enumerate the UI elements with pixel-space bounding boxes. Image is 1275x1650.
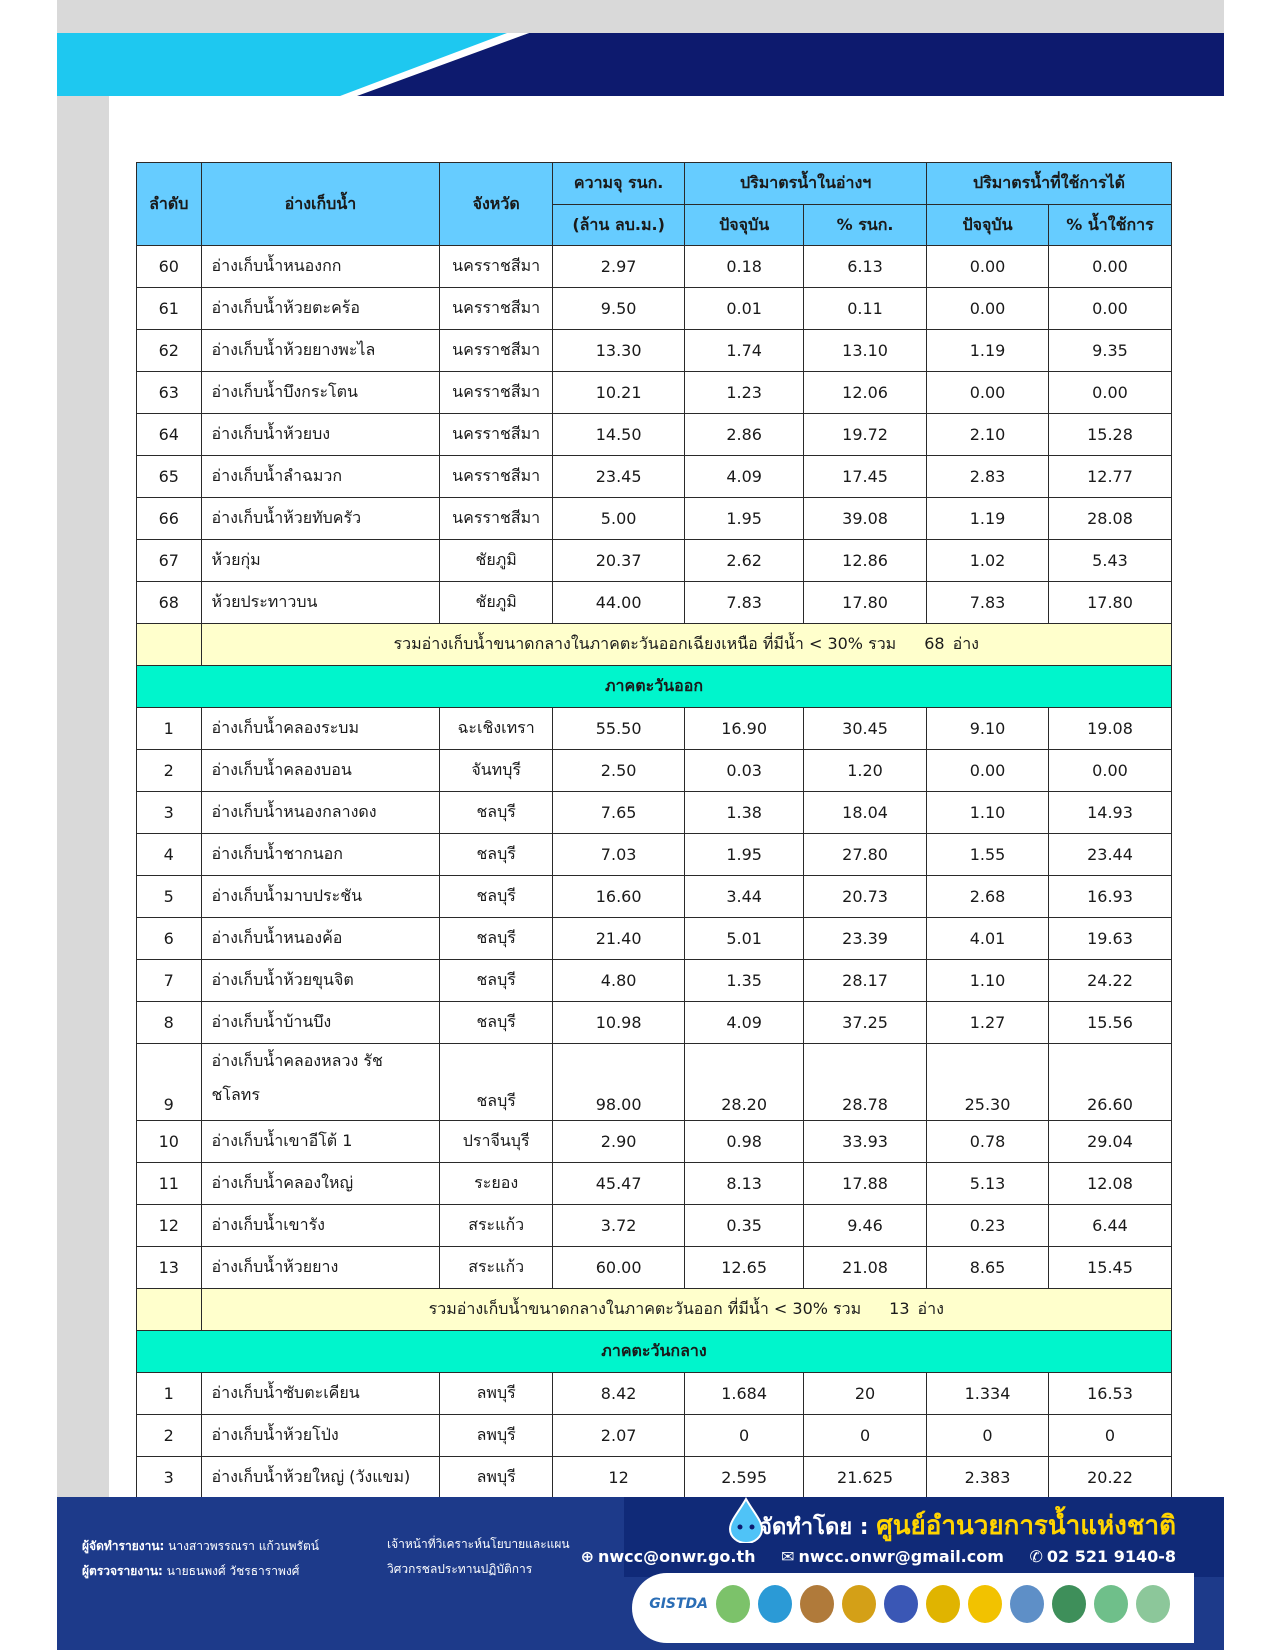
cell-no: 7 bbox=[137, 960, 202, 1002]
gistda-logo: GISTDA bbox=[649, 1596, 708, 1612]
cell-storage: 16.90 bbox=[685, 708, 804, 750]
cell-reservoir: อ่างเก็บน้ำห้วยตะคร้อ bbox=[201, 288, 440, 330]
cell-no: 61 bbox=[137, 288, 202, 330]
cell-storage: 1.35 bbox=[685, 960, 804, 1002]
table-row bbox=[137, 372, 1172, 414]
header-no: ลำดับ bbox=[137, 163, 202, 246]
cell-province: ชลบุรี bbox=[440, 1002, 553, 1044]
cell-province: นครราชสีมา bbox=[440, 288, 553, 330]
cell-province: ชลบุรี bbox=[440, 876, 553, 918]
cell-storage: 0.18 bbox=[685, 246, 804, 288]
cell-storage-pct: 21.08 bbox=[804, 1247, 927, 1289]
table-row bbox=[137, 708, 1172, 750]
table-row bbox=[137, 1205, 1172, 1247]
table-row bbox=[137, 1121, 1172, 1163]
cell-storage: 1.95 bbox=[685, 834, 804, 876]
cell-province: ฉะเชิงเทรา bbox=[440, 708, 553, 750]
header-province: จังหวัด bbox=[440, 163, 553, 246]
cell-province: ลพบุรี bbox=[440, 1415, 553, 1457]
globe-icon: ⊕ bbox=[580, 1547, 594, 1566]
partner-logo-icon bbox=[842, 1585, 876, 1623]
cell-storage-pct: 17.88 bbox=[804, 1163, 927, 1205]
cell-no: 8 bbox=[137, 1002, 202, 1044]
cell-usable-pct: 16.53 bbox=[1048, 1373, 1171, 1415]
cell-reservoir bbox=[201, 1044, 440, 1121]
cell-storage-pct: 28.17 bbox=[804, 960, 927, 1002]
summary-text: รวมอ่างเก็บน้ำขนาดกลางในภาคตะวันออกเฉียงเหนือ ที่มีน้ำ < 30% รวม bbox=[393, 634, 897, 653]
cell-storage: 1.23 bbox=[685, 372, 804, 414]
cell-storage: 2.595 bbox=[685, 1457, 804, 1499]
cell-capacity: 55.50 bbox=[553, 708, 685, 750]
cell-reservoir: อ่างเก็บน้ำเขารัง bbox=[201, 1205, 440, 1247]
cell-usable: 7.83 bbox=[927, 582, 1049, 624]
reservoir-table bbox=[136, 162, 1172, 1499]
cell-storage-pct: 23.39 bbox=[804, 918, 927, 960]
table-header-row bbox=[137, 163, 1172, 205]
table-row bbox=[137, 1044, 1172, 1121]
cell-province: จันทบุรี bbox=[440, 750, 553, 792]
header-usable-group: ปริมาตรน้ำที่ใช้การได้ bbox=[927, 163, 1172, 205]
cell-usable: 2.10 bbox=[927, 414, 1049, 456]
cell-reservoir-line1: อ่างเก็บน้ำคลองหลวง รัช bbox=[211, 1051, 383, 1070]
cell-capacity: 60.00 bbox=[553, 1247, 685, 1289]
summary-cell bbox=[201, 624, 1171, 666]
cell-no: 60 bbox=[137, 246, 202, 288]
cell-storage-pct: 27.80 bbox=[804, 834, 927, 876]
cell-province: ชัยภูมิ bbox=[440, 540, 553, 582]
cell-no: 3 bbox=[137, 1457, 202, 1499]
summary-blank-cell bbox=[137, 624, 202, 666]
cell-usable-pct: 26.60 bbox=[1048, 1044, 1171, 1121]
table-row bbox=[137, 1002, 1172, 1044]
cell-no: 5 bbox=[137, 876, 202, 918]
cell-province: นครราชสีมา bbox=[440, 498, 553, 540]
cell-reservoir: อ่างเก็บน้ำคลองระบม bbox=[201, 708, 440, 750]
cell-reservoir: อ่างเก็บน้ำห้วยขุนจิต bbox=[201, 960, 440, 1002]
mail-icon: ✉ bbox=[781, 1547, 795, 1566]
cell-usable: 5.13 bbox=[927, 1163, 1049, 1205]
cell-usable: 1.19 bbox=[927, 498, 1049, 540]
cell-usable-pct: 9.35 bbox=[1048, 330, 1171, 372]
cell-usable-pct: 28.08 bbox=[1048, 498, 1171, 540]
left-gray-margin bbox=[57, 33, 109, 1650]
cell-usable-pct: 15.45 bbox=[1048, 1247, 1171, 1289]
cell-usable-pct: 16.93 bbox=[1048, 876, 1171, 918]
cell-usable-pct: 0.00 bbox=[1048, 372, 1171, 414]
cell-usable: 2.68 bbox=[927, 876, 1049, 918]
cell-usable: 0.23 bbox=[927, 1205, 1049, 1247]
cell-no: 3 bbox=[137, 792, 202, 834]
cell-usable: 8.65 bbox=[927, 1247, 1049, 1289]
table-row bbox=[137, 876, 1172, 918]
cell-no: 1 bbox=[137, 1373, 202, 1415]
cell-storage: 3.44 bbox=[685, 876, 804, 918]
cell-reservoir: อ่างเก็บน้ำซับตะเคียน bbox=[201, 1373, 440, 1415]
cell-capacity: 8.42 bbox=[553, 1373, 685, 1415]
cell-province: ลพบุรี bbox=[440, 1373, 553, 1415]
cell-no: 9 bbox=[137, 1044, 202, 1121]
partner-logo-icon bbox=[1136, 1585, 1170, 1623]
cell-capacity: 4.80 bbox=[553, 960, 685, 1002]
cell-usable: 1.10 bbox=[927, 960, 1049, 1002]
summary-unit: อ่าง bbox=[917, 1299, 944, 1318]
cell-reservoir: อ่างเก็บน้ำหนองค้อ bbox=[201, 918, 440, 960]
cell-storage-pct: 37.25 bbox=[804, 1002, 927, 1044]
cell-usable: 2.83 bbox=[927, 456, 1049, 498]
table-row bbox=[137, 330, 1172, 372]
cell-usable-pct: 15.56 bbox=[1048, 1002, 1171, 1044]
cell-storage-pct: 20.73 bbox=[804, 876, 927, 918]
cell-no: 68 bbox=[137, 582, 202, 624]
cell-reservoir: อ่างเก็บน้ำหนองกก bbox=[201, 246, 440, 288]
partner-logo-icon bbox=[716, 1585, 750, 1623]
cell-reservoir: อ่างเก็บน้ำบึงกระโตน bbox=[201, 372, 440, 414]
checker-name: นายธนพงศ์ วัชรธาราพงศ์ bbox=[166, 1564, 300, 1578]
cell-no: 11 bbox=[137, 1163, 202, 1205]
cell-capacity: 45.47 bbox=[553, 1163, 685, 1205]
cell-storage-pct: 0 bbox=[804, 1415, 927, 1457]
cell-storage: 0.03 bbox=[685, 750, 804, 792]
cell-reservoir: อ่างเก็บน้ำคลองบอน bbox=[201, 750, 440, 792]
cell-usable-pct: 6.44 bbox=[1048, 1205, 1171, 1247]
cell-province: สระแก้ว bbox=[440, 1205, 553, 1247]
header-usable-current: ปัจจุบัน bbox=[927, 205, 1049, 246]
summary-count: 68 bbox=[924, 634, 945, 653]
cell-reservoir: อ่างเก็บน้ำคลองใหญ่ bbox=[201, 1163, 440, 1205]
cell-province: นครราชสีมา bbox=[440, 414, 553, 456]
cell-no: 2 bbox=[137, 1415, 202, 1457]
cell-usable-pct: 12.08 bbox=[1048, 1163, 1171, 1205]
cell-province: ปราจีนบุรี bbox=[440, 1121, 553, 1163]
cell-capacity: 7.03 bbox=[553, 834, 685, 876]
summary-row-northeast bbox=[137, 624, 1172, 666]
contact-line bbox=[561, 1547, 1176, 1566]
cell-province: นครราชสีมา bbox=[440, 372, 553, 414]
table-row bbox=[137, 1415, 1172, 1457]
table-row bbox=[137, 414, 1172, 456]
cell-reservoir: อ่างเก็บน้ำหนองกลางดง bbox=[201, 792, 440, 834]
cell-usable: 0.00 bbox=[927, 372, 1049, 414]
cell-reservoir: อ่างเก็บน้ำบ้านบึง bbox=[201, 1002, 440, 1044]
cell-no: 67 bbox=[137, 540, 202, 582]
cell-usable-pct: 29.04 bbox=[1048, 1121, 1171, 1163]
cell-usable-pct: 15.28 bbox=[1048, 414, 1171, 456]
cell-no: 12 bbox=[137, 1205, 202, 1247]
cell-usable-pct: 24.22 bbox=[1048, 960, 1171, 1002]
cell-usable: 1.55 bbox=[927, 834, 1049, 876]
cell-province: ชลบุรี bbox=[440, 960, 553, 1002]
cell-no: 64 bbox=[137, 414, 202, 456]
cell-capacity: 2.97 bbox=[553, 246, 685, 288]
top-gray-strip bbox=[57, 0, 1224, 33]
cell-no: 65 bbox=[137, 456, 202, 498]
cell-usable-pct: 12.77 bbox=[1048, 456, 1171, 498]
cell-province: นครราชสีมา bbox=[440, 330, 553, 372]
cell-no: 13 bbox=[137, 1247, 202, 1289]
org-name: ศูนย์อำนวยการน้ำแห่งชาติ bbox=[876, 1511, 1176, 1541]
cell-province: ชลบุรี bbox=[440, 918, 553, 960]
partner-logo-icon bbox=[758, 1585, 792, 1623]
cell-storage: 4.09 bbox=[685, 1002, 804, 1044]
cell-reservoir: ห้วยกุ่ม bbox=[201, 540, 440, 582]
cell-reservoir: อ่างเก็บน้ำมาบประชัน bbox=[201, 876, 440, 918]
header-reservoir: อ่างเก็บน้ำ bbox=[201, 163, 440, 246]
checker-label: ผู้ตรวจรายงาน: bbox=[82, 1564, 163, 1578]
table-row bbox=[137, 246, 1172, 288]
cell-storage-pct: 28.78 bbox=[804, 1044, 927, 1121]
table-row bbox=[137, 750, 1172, 792]
cell-capacity: 21.40 bbox=[553, 918, 685, 960]
phone-icon: ✆ bbox=[1029, 1547, 1043, 1566]
cell-province: ชลบุรี bbox=[440, 792, 553, 834]
cell-storage-pct: 33.93 bbox=[804, 1121, 927, 1163]
partner-logo-icon bbox=[1052, 1585, 1086, 1623]
cell-usable-pct: 0 bbox=[1048, 1415, 1171, 1457]
cell-no: 4 bbox=[137, 834, 202, 876]
cell-reservoir: อ่างเก็บน้ำชากนอก bbox=[201, 834, 440, 876]
summary-blank-cell bbox=[137, 1289, 202, 1331]
cell-reservoir: อ่างเก็บน้ำห้วยยางพะไล bbox=[201, 330, 440, 372]
cell-province: ลพบุรี bbox=[440, 1457, 553, 1499]
cell-capacity: 10.21 bbox=[553, 372, 685, 414]
cell-storage: 4.09 bbox=[685, 456, 804, 498]
table-row bbox=[137, 960, 1172, 1002]
cell-usable-pct: 5.43 bbox=[1048, 540, 1171, 582]
org-title bbox=[759, 1505, 1176, 1546]
cell-capacity: 16.60 bbox=[553, 876, 685, 918]
cell-capacity: 10.98 bbox=[553, 1002, 685, 1044]
cell-no: 66 bbox=[137, 498, 202, 540]
cell-storage-pct: 13.10 bbox=[804, 330, 927, 372]
partner-logos bbox=[649, 1585, 1170, 1623]
cell-reservoir-line2: ชโลทร bbox=[211, 1085, 260, 1104]
table-row bbox=[137, 792, 1172, 834]
cell-storage: 0.35 bbox=[685, 1205, 804, 1247]
cell-storage: 2.62 bbox=[685, 540, 804, 582]
header-storage-group: ปริมาตรน้ำในอ่างฯ bbox=[685, 163, 927, 205]
phone-number: 02 521 9140-8 bbox=[1046, 1547, 1176, 1566]
cell-usable-pct: 20.22 bbox=[1048, 1457, 1171, 1499]
header-banner bbox=[57, 33, 1224, 96]
cell-no: 63 bbox=[137, 372, 202, 414]
cell-reservoir: อ่างเก็บน้ำห้วยยาง bbox=[201, 1247, 440, 1289]
cell-capacity: 14.50 bbox=[553, 414, 685, 456]
cell-storage: 0.01 bbox=[685, 288, 804, 330]
cell-no: 6 bbox=[137, 918, 202, 960]
cell-reservoir: อ่างเก็บน้ำห้วยใหญ่ (วังแขม) bbox=[201, 1457, 440, 1499]
cell-storage: 0.98 bbox=[685, 1121, 804, 1163]
checker-line bbox=[82, 1562, 299, 1581]
cell-no: 1 bbox=[137, 708, 202, 750]
cell-usable-pct: 0.00 bbox=[1048, 750, 1171, 792]
cell-storage-pct: 18.04 bbox=[804, 792, 927, 834]
cell-capacity: 13.30 bbox=[553, 330, 685, 372]
reporter-label: ผู้จัดทำรายงาน: bbox=[82, 1539, 165, 1553]
table-row bbox=[137, 1457, 1172, 1499]
cell-usable: 1.02 bbox=[927, 540, 1049, 582]
website-link[interactable]: nwcc@onwr.go.th bbox=[597, 1547, 756, 1566]
cell-usable: 9.10 bbox=[927, 708, 1049, 750]
cell-capacity: 44.00 bbox=[553, 582, 685, 624]
cell-usable-pct: 23.44 bbox=[1048, 834, 1171, 876]
cell-storage: 5.01 bbox=[685, 918, 804, 960]
table-row bbox=[137, 540, 1172, 582]
cell-reservoir: อ่างเก็บน้ำห้วยบง bbox=[201, 414, 440, 456]
section-row-east bbox=[137, 666, 1172, 708]
section-title: ภาคตะวันกลาง bbox=[137, 1331, 1172, 1373]
cell-no: 10 bbox=[137, 1121, 202, 1163]
table-row bbox=[137, 834, 1172, 876]
cell-capacity: 23.45 bbox=[553, 456, 685, 498]
cell-storage-pct: 9.46 bbox=[804, 1205, 927, 1247]
cell-no: 2 bbox=[137, 750, 202, 792]
cell-usable: 4.01 bbox=[927, 918, 1049, 960]
cell-usable: 1.19 bbox=[927, 330, 1049, 372]
cell-storage: 1.38 bbox=[685, 792, 804, 834]
cell-province: นครราชสีมา bbox=[440, 246, 553, 288]
cell-usable-pct: 19.08 bbox=[1048, 708, 1171, 750]
cell-usable: 0.00 bbox=[927, 750, 1049, 792]
cell-capacity: 3.72 bbox=[553, 1205, 685, 1247]
cell-reservoir: อ่างเก็บน้ำห้วยโป่ง bbox=[201, 1415, 440, 1457]
reporter-role: เจ้าหน้าที่วิเคราะห์นโยบายและแผน bbox=[387, 1537, 570, 1551]
cell-usable: 0.00 bbox=[927, 246, 1049, 288]
cell-storage-pct: 39.08 bbox=[804, 498, 927, 540]
cell-province: ชัยภูมิ bbox=[440, 582, 553, 624]
email-link[interactable]: nwcc.onwr@gmail.com bbox=[798, 1547, 1004, 1566]
cell-usable-pct: 19.63 bbox=[1048, 918, 1171, 960]
cell-usable: 0 bbox=[927, 1415, 1049, 1457]
section-row-central bbox=[137, 1331, 1172, 1373]
header-storage-pct: % รนก. bbox=[804, 205, 927, 246]
cell-reservoir: อ่างเก็บน้ำเขาอีโต้ 1 bbox=[201, 1121, 440, 1163]
org-prefix: จัดทำโดย : bbox=[759, 1515, 869, 1540]
cell-storage: 12.65 bbox=[685, 1247, 804, 1289]
cell-no: 62 bbox=[137, 330, 202, 372]
cell-capacity: 2.50 bbox=[553, 750, 685, 792]
summary-count: 13 bbox=[889, 1299, 910, 1318]
table-row bbox=[137, 456, 1172, 498]
cell-storage: 0 bbox=[685, 1415, 804, 1457]
cell-province: ชลบุรี bbox=[440, 1044, 553, 1121]
cell-storage-pct: 17.80 bbox=[804, 582, 927, 624]
cell-usable-pct: 17.80 bbox=[1048, 582, 1171, 624]
cell-storage: 1.74 bbox=[685, 330, 804, 372]
cell-usable-pct: 14.93 bbox=[1048, 792, 1171, 834]
reporter-line bbox=[82, 1537, 319, 1556]
cell-capacity: 98.00 bbox=[553, 1044, 685, 1121]
cell-capacity: 12 bbox=[553, 1457, 685, 1499]
cell-usable: 1.334 bbox=[927, 1373, 1049, 1415]
cell-storage: 2.86 bbox=[685, 414, 804, 456]
cell-storage-pct: 6.13 bbox=[804, 246, 927, 288]
table-row bbox=[137, 918, 1172, 960]
cell-storage-pct: 1.20 bbox=[804, 750, 927, 792]
cell-province: นครราชสีมา bbox=[440, 456, 553, 498]
cell-storage-pct: 12.06 bbox=[804, 372, 927, 414]
cell-storage-pct: 17.45 bbox=[804, 456, 927, 498]
cell-storage-pct: 12.86 bbox=[804, 540, 927, 582]
partner-logo-icon bbox=[800, 1585, 834, 1623]
cell-capacity: 2.07 bbox=[553, 1415, 685, 1457]
table-row bbox=[137, 1247, 1172, 1289]
cell-usable-pct: 0.00 bbox=[1048, 246, 1171, 288]
partner-logo-icon bbox=[1094, 1585, 1128, 1623]
cell-capacity: 2.90 bbox=[553, 1121, 685, 1163]
cell-capacity: 20.37 bbox=[553, 540, 685, 582]
cell-storage: 1.95 bbox=[685, 498, 804, 540]
cell-province: ระยอง bbox=[440, 1163, 553, 1205]
partner-logo-icon bbox=[884, 1585, 918, 1623]
cell-storage: 1.684 bbox=[685, 1373, 804, 1415]
partner-logo-icon bbox=[968, 1585, 1002, 1623]
summary-text: รวมอ่างเก็บน้ำขนาดกลางในภาคตะวันออก ที่มีน้ำ < 30% รวม bbox=[428, 1299, 862, 1318]
cell-storage-pct: 21.625 bbox=[804, 1457, 927, 1499]
cell-usable: 2.383 bbox=[927, 1457, 1049, 1499]
summary-unit: อ่าง bbox=[952, 634, 979, 653]
header-usable-pct: % น้ำใช้การ bbox=[1048, 205, 1171, 246]
cell-storage-pct: 30.45 bbox=[804, 708, 927, 750]
cell-usable: 1.10 bbox=[927, 792, 1049, 834]
cell-capacity: 5.00 bbox=[553, 498, 685, 540]
cell-province: สระแก้ว bbox=[440, 1247, 553, 1289]
footer bbox=[57, 1497, 1224, 1650]
cell-usable: 1.27 bbox=[927, 1002, 1049, 1044]
cell-usable-pct: 0.00 bbox=[1048, 288, 1171, 330]
cell-storage-pct: 0.11 bbox=[804, 288, 927, 330]
cell-usable: 0.00 bbox=[927, 288, 1049, 330]
section-title: ภาคตะวันออก bbox=[137, 666, 1172, 708]
header-capacity-line2: (ล้าน ลบ.ม.) bbox=[553, 205, 685, 246]
cell-capacity: 7.65 bbox=[553, 792, 685, 834]
cell-storage: 7.83 bbox=[685, 582, 804, 624]
cell-reservoir: ห้วยประทาวบน bbox=[201, 582, 440, 624]
cell-usable: 25.30 bbox=[927, 1044, 1049, 1121]
reporter-name: นางสาวพรรณรา แก้วนพรัตน์ bbox=[168, 1539, 319, 1553]
table-row bbox=[137, 1163, 1172, 1205]
cell-storage: 8.13 bbox=[685, 1163, 804, 1205]
header-storage-current: ปัจจุบัน bbox=[685, 205, 804, 246]
partner-logo-icon bbox=[1010, 1585, 1044, 1623]
table-row bbox=[137, 288, 1172, 330]
cell-capacity: 9.50 bbox=[553, 288, 685, 330]
cell-storage-pct: 19.72 bbox=[804, 414, 927, 456]
cell-storage: 28.20 bbox=[685, 1044, 804, 1121]
cell-reservoir: อ่างเก็บน้ำลำฉมวก bbox=[201, 456, 440, 498]
summary-row-east bbox=[137, 1289, 1172, 1331]
table-row bbox=[137, 582, 1172, 624]
cell-province: ชลบุรี bbox=[440, 834, 553, 876]
summary-cell bbox=[201, 1289, 1171, 1331]
partner-logo-icon bbox=[926, 1585, 960, 1623]
cell-usable: 0.78 bbox=[927, 1121, 1049, 1163]
table-row bbox=[137, 1373, 1172, 1415]
header-capacity-line1: ความจุ รนก. bbox=[553, 163, 685, 205]
table-row bbox=[137, 498, 1172, 540]
checker-role: วิศวกรชลประทานปฏิบัติการ bbox=[387, 1562, 533, 1576]
cell-storage-pct: 20 bbox=[804, 1373, 927, 1415]
cell-reservoir: อ่างเก็บน้ำห้วยทับครัว bbox=[201, 498, 440, 540]
